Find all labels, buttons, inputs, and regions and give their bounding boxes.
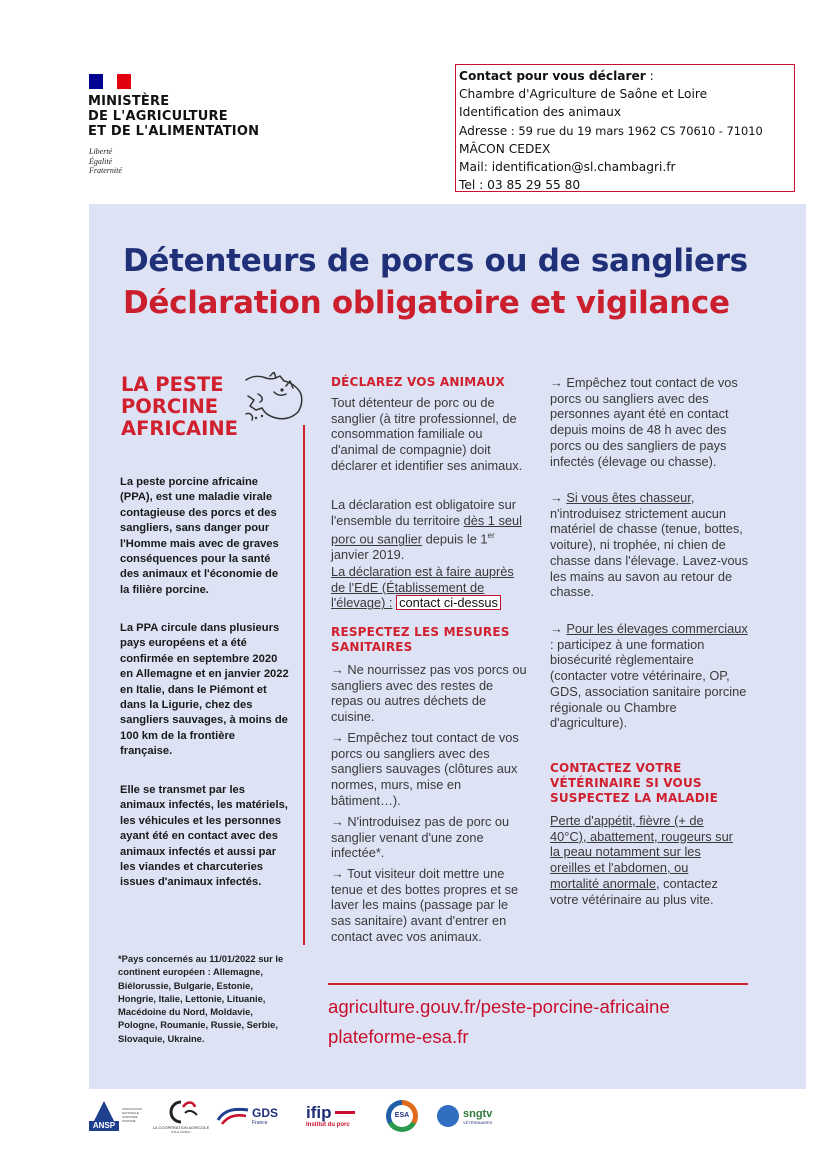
ppa-heading-line: PORCINE [121,395,219,418]
coop-text: LA COOPÉRATION AGRICOLE [152,1124,210,1130]
ansp-subtext: ASSOCIATION NATIONALE SANITAIRE PORCINE [122,1107,143,1123]
flag-white [103,74,117,89]
esa-logo [386,1094,422,1138]
gds-logo [216,1094,288,1138]
ifip-text: ifip [306,1102,332,1122]
sanitary-measure-item: → Ne nourrissez pas vos porcs ou sangliers avec des restes de repas ou autres déchets de cuisine. [331,662,527,725]
contact-phone[interactable]: Tel : 03 85 29 55 80 [459,178,581,193]
ppa-spread-paragraph: La PPA circule dans plusieurs pays européens et a été confirmée en septembre 2020 en Allemagne et en janvier 2022 en Italie, dans le Piémont et dans la Ligurie, chez des sangliers sauvages, à moins de 100 km de la frontière française. [120,622,289,758]
sngtv-mark-icon [437,1105,459,1127]
declaration-where [331,564,531,611]
contact-city: MÂCON CEDEX [459,141,551,156]
contact-service: Identification des animaux [459,105,622,120]
flag-blue [89,74,103,89]
ministry-name [88,94,259,139]
gds-mark-icon [216,1106,250,1126]
sanitary-measure-item: → Empêchez tout contact de vos porcs ou sangliers avec des sangliers sauvages (clôtures aux normes, murs, mise en bâtiment…). [331,730,519,808]
ifip-bar [335,1111,355,1114]
sanitary-measure-item: → Empêchez tout contact de vos porcs ou sangliers avec des personnes ayant été en contact depuis moins de 48 h avec des porcs ou des sangliers de pays infectés (élevage ou chasse). [550,375,738,469]
ppa-heading-line: LA PESTE [121,373,224,396]
ppa-website-link[interactable]: agriculture.gouv.fr/peste-porcine-africaine [328,996,670,1017]
motto-line: Égalité [89,156,113,166]
sanitary-heading: RESPECTEZ LES MESURES SANITAIRES [331,625,510,654]
contact-organisation: Chambre d'Agriculture de Saône et Loire [459,87,708,102]
motto-line: Fraternité [89,166,122,175]
boar-icon [240,372,306,424]
contact-address-label: Adresse [459,123,508,138]
ppa-description: La peste porcine africaine (PPA), est une maladie virale contagieuse des porcs et des sangliers, sans danger pour l'Homme mais avec de graves conséquences pour la santé des animaux et l'économie de la filière porcine. [120,476,279,596]
gds-text: GDS [252,1105,279,1120]
commercial-farm-measure [550,621,750,731]
republic-motto [89,147,122,176]
coop-mark-icon [161,1099,201,1125]
esa-website-link[interactable]: plateforme-esa.fr [328,1026,469,1047]
esa-text: ESA [391,1105,413,1127]
ppa-transmission-paragraph: Elle se transmet par les animaux infectés, les matériels, les véhicules et les personnes ayant été en contact avec des animaux infectés et aussi par les viandes et charcuteries issues d'animaux infectés. [120,784,288,889]
poster-subtitle: Déclaration obligatoire et vigilance [123,285,730,321]
symptoms-list: Perte d'appétit, fièvre (+ de 40°C), abattement, rougeurs sur la peau notamment sur les oreilles et l'abdomen, ou mortalité anormale [550,813,733,891]
ifip-logo [306,1094,368,1138]
ede-text: La déclaration est à faire auprès de l'EdE (Établissement de l'élevage) : [331,564,514,611]
commercial-farm-label: Pour les élevages commerciaux [566,621,748,636]
contact-heading: Contact pour vous déclarer [459,69,646,83]
gds-subtext: France [252,1119,268,1126]
declare-paragraph: Tout détenteur de porc ou de sanglier (à titre professionnel, de consommation familiale ou d'animal de compagnie) doit déclarer et identifier ses animaux. [331,395,523,473]
motto-line: Liberté [89,147,113,156]
ansp-logo [89,1094,149,1138]
declaration-text: La déclaration est obligatoire sur l'ensemble du territoire [331,497,516,528]
countries-footnote: *Pays concernés au 11/01/2022 sur le continent européen : Allemagne, Biélorussie, Bulgarie, Estonie, Hongrie, Italie, Lettonie, Lituanie, Macédoine du Nord, Moldavie, Pologne, Roumanie, Russie, Serbie, Slovaquie, Ukraine. [118,953,284,1044]
ppa-heading [121,374,238,440]
republique-flag-logo [89,74,131,89]
symptoms-paragraph [550,813,736,907]
ministry-line: MINISTÈRE [88,94,170,109]
hunter-text: , n'introduisez strictement aucun matériel de chasse (tenue, bottes, voiture), ni trophée, ni chien de chasse dans l'élevage. Lavez-vous les mains au savon au retour de chasse. [550,490,749,600]
contact-vet-heading: CONTACTEZ VOTRE VÉTÉRINAIRE SI VOUS SUSPECTEZ LA MALADIE [550,761,718,805]
contact-box [455,64,795,192]
commercial-farm-text: : participez à une formation biosécurité règlementaire (contacter votre vétérinaire, OP, GDS, association sanitaire porcine régionale ou Chambre d'agriculture). [550,636,747,731]
sanitary-measure-item: → N'introduisez pas de porc ou sanglier venant d'une zone infectée*. [331,814,510,861]
declaration-threshold: dès 1 seul porc ou sanglier [331,512,522,547]
poster-title: Détenteurs de porcs ou de sangliers [123,243,748,279]
flag-red [117,74,131,89]
esa-mark-icon [386,1100,418,1132]
sngtv-text: sngtv [463,1107,493,1120]
contact-heading-suffix: : [645,69,654,83]
ansp-text: ANSP [89,1121,119,1131]
ministry-line: DE L'AGRICULTURE [88,109,228,124]
ordinal-suffix: er [487,531,495,541]
url-divider [328,983,748,985]
arrow-icon: → [550,621,567,636]
column-divider [303,425,305,945]
contact-reference-box: contact ci-dessus [396,595,501,610]
contact-mail[interactable]: Mail: identification@sl.chambagri.fr [459,160,676,175]
hunter-measure [550,490,750,600]
contact-address: : 59 rue du 19 mars 1962 CS 70610 - 71010 [507,123,763,138]
sngtv-subtext: VÉTÉRINAIRES [463,1119,493,1125]
sanitary-measure-item: → Tout visiteur doit mettre une tenue et des bottes propres et se laver les mains (passage par le sas sanitaire) avant d'entrer en contact avec vos animaux. [331,866,519,944]
declaration-text: janvier 2019. [331,547,405,563]
ministry-line: ET DE L'ALIMENTATION [88,124,260,139]
ifip-subtext: Institut du porc [306,1121,350,1128]
declaration-obligation [331,497,531,563]
coop-subtext: PÔLE ANIMAL [171,1129,191,1134]
sngtv-logo [437,1094,507,1138]
symptoms-advice: , contactez votre vétérinaire au plus vite. [550,875,718,907]
ppa-heading-line: AFRICAINE [121,417,238,440]
hunter-label: Si vous êtes chasseur [566,490,691,505]
declaration-text: depuis le 1 [422,531,488,547]
declare-heading: DÉCLAREZ VOS ANIMAUX [331,375,505,389]
arrow-icon: → [550,490,567,505]
coop-logo [152,1094,210,1138]
